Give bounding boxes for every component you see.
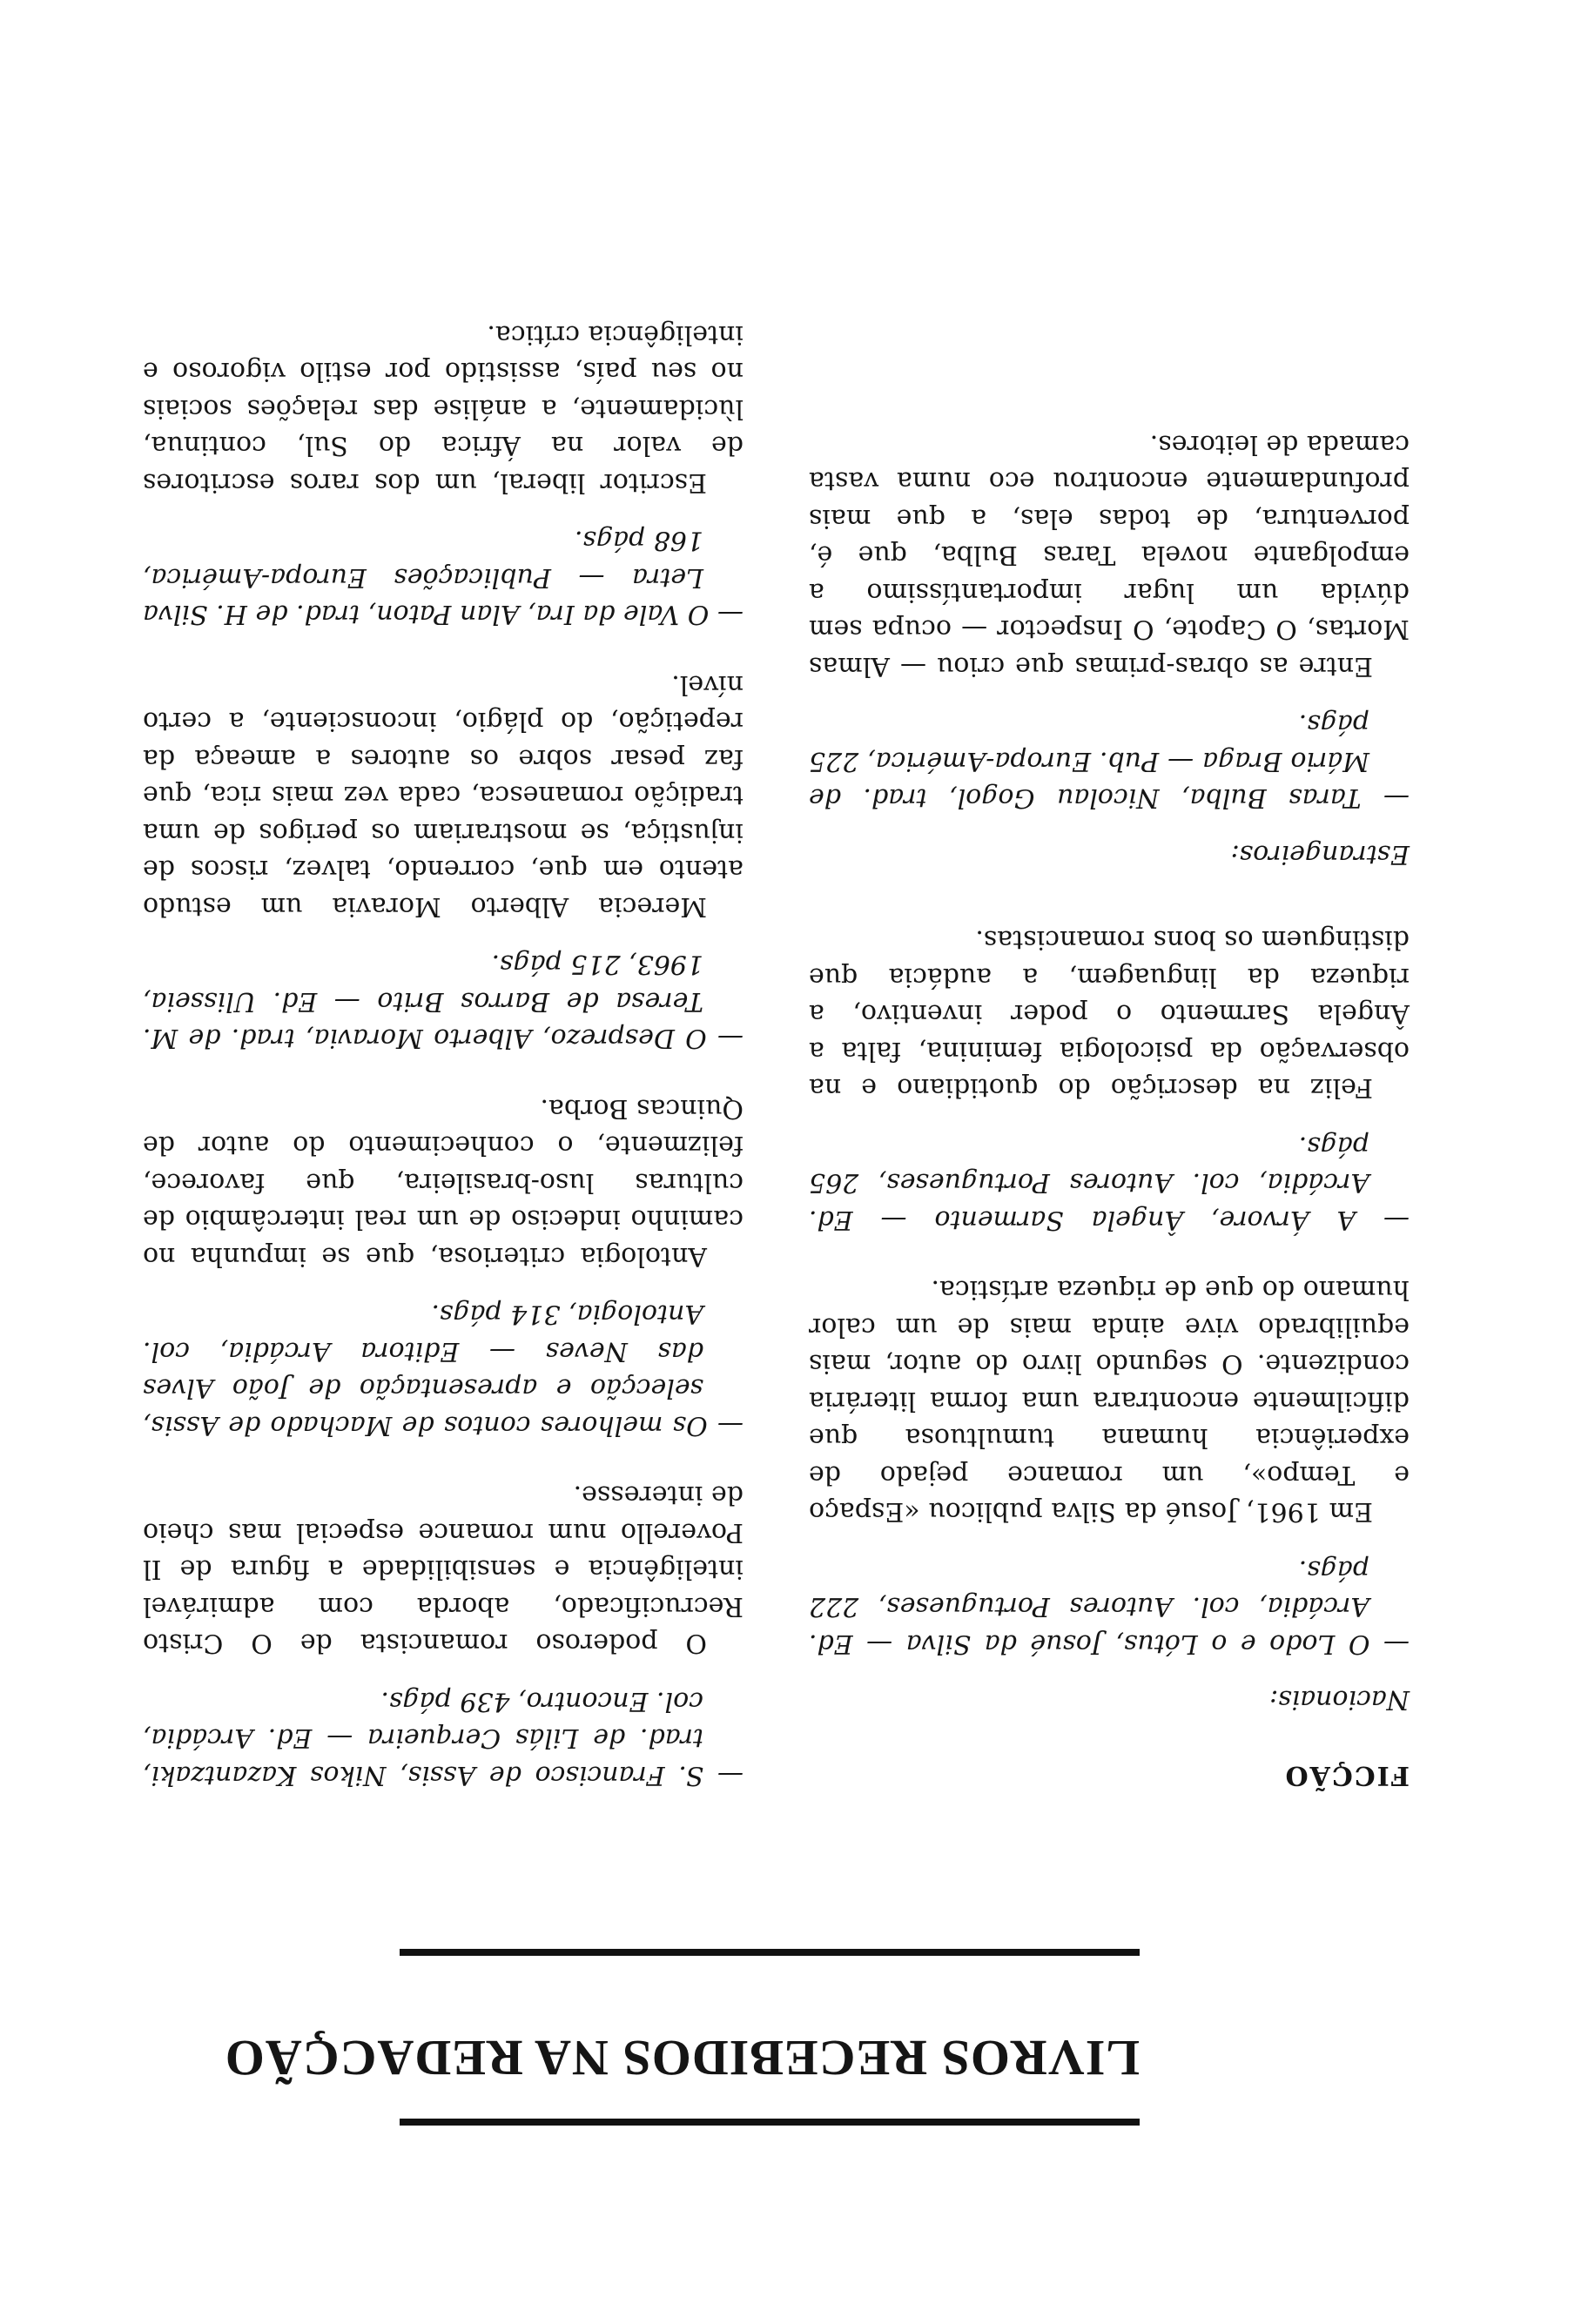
page-title: LIVROS RECEBIDOS NA REDACÇÃO [224, 2030, 1140, 2086]
title-rule-bottom [400, 1949, 1140, 1956]
entry-title: — O Vale da Ira, Alan Paton, trad. de H. Silva Letra — Publicações Europa-América, 168 págs. [143, 525, 744, 630]
entry-title: — Taras Bulba, Nicolau Gogol, trad. de Mário Braga — Pub. Europa-América, 225 págs. [809, 709, 1410, 814]
entry-title: — Os melhores contos de Machado de Assis, selecção e apresentação de João Alves das Neves — Editora Arcádia, col. Antologia, 314 págs. [143, 1299, 744, 1441]
entry-title: — O Lodo e o Lótus, Josué da Silva — Ed. Arcádia, col. Autores Portugueses, 222 págs. [809, 1555, 1410, 1659]
entry-title: — S. Francisco de Assis, Nikos Kazantzaki, trad. de Lilás Cerqueira — Ed. Arcádia, col. Encontro, 439 págs. [143, 1686, 744, 1790]
right-column [143, 283, 744, 1794]
entry-review: Entre as obras-primas que criou — Almas Mortas, O Capote, O Inspector — ocupa sem dúvida um lugar importantíssimo a empolgante novela Taras Bulba, que é, porventura, de todas elas, a que mais profundamente encontrou eco numa vasta camada de leitores. [809, 429, 1410, 682]
entry-review: Em 1961, Josué da Silva publicou «Espaço e Tempo», um romance pejado de experiência humana tumultuosa que dificilmente encontrara uma forma literária condizente. O segundo livro do autor, mais equilibrado vive ainda mais de um calor humano do que de riqueza artística. [809, 1274, 1410, 1528]
section-heading-ficcao: FICÇÃO [1283, 1760, 1410, 1790]
entry-title: — O Desprezo, Alberto Moravia, trad. de M. Teresa de Barros Brito — Ed. Ulisseia, 1963, 215 págs. [143, 949, 744, 1054]
entry-review: Escritor liberal, um dos raros escritores de valor na África do Sul, continua, lùcidamente, a análise das relações sociais no seu país, assistido por estilo vigoroso e inteligência crítica. [143, 319, 744, 498]
entry-review: Merecia Alberto Moravia um estudo atento em que, correndo, talvez, riscos de injustiça, se mostrariam os perigos de uma tradição romanesca, cada vez mais rica, que faz pesar sobre os autores a ameaça da repetição, do plágio, inconsciente, a certo nível. [143, 669, 744, 922]
subheading-estrangeiros: Estrangeiros: [1230, 839, 1410, 870]
entry-title: — A Árvore, Ângela Sarmento — Ed. Arcádia, col. Autores Portugueses, 265 págs. [809, 1131, 1410, 1235]
entry-review: O poderoso romancista de O Cristo Recrucificado, aborda com admirável inteligência e sensibilidade a figura de Il Poverello num romance especial mas cheio de interesse. [143, 1480, 744, 1659]
title-rule-top [400, 2119, 1140, 2126]
entry-review: Feliz na descrição do quotidiano e na observação da psicologia feminina, falta a Ângela Sarmento o poder inventivo, a riqueza da linguagem, a audácia que distinguem os bons romancistas. [809, 924, 1410, 1104]
subheading-nacionais: Nacionais: [1269, 1684, 1410, 1716]
entry-review: Antologia criteriosa, que se impunha no caminho indeciso de um real intercâmbio de culturas luso-brasileira, que favorece, felizmente, o conhecimento do autor de Quincas Borba. [143, 1093, 744, 1272]
left-column [809, 393, 1410, 1794]
